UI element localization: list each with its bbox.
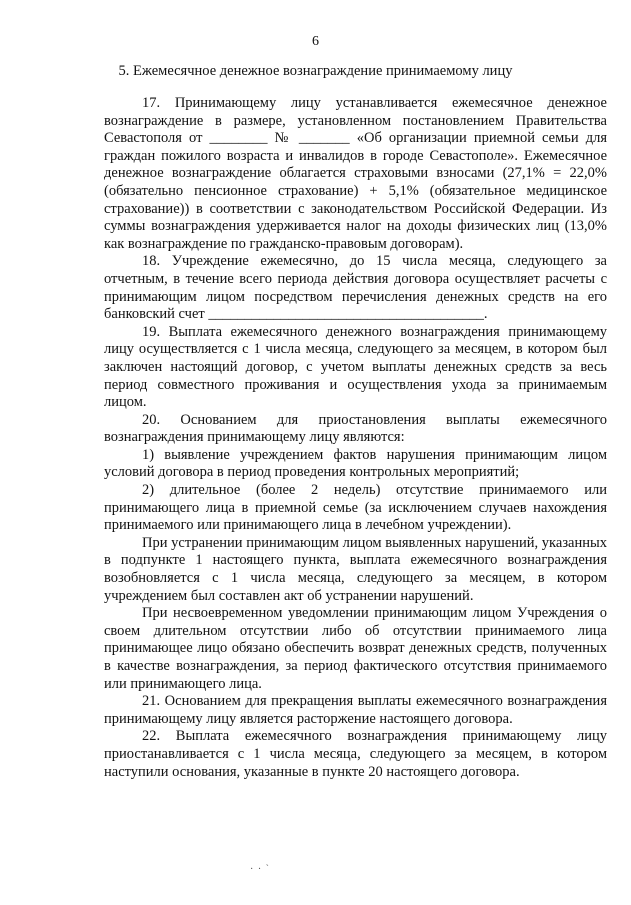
- paragraph-20-late-notice: При несвоевременном уведомлении принимающим лицом Учреждения о своем длительном отсутствии либо об отсутствии принимаемого лица принимающее лицо обязано обеспечить возврат денежных средств, полученных в качестве вознаграждения, за период фактического отсутствия принимаемого или принимающего лица.: [104, 605, 607, 692]
- section-title: 5. Ежемесячное денежное вознаграждение принимаемому лицу: [118, 63, 513, 79]
- paragraph-22: 22. Выплата ежемесячного вознаграждения принимающему лицу приостанавливается с 1 числа месяца, следующего за месяцем, в котором наступили основания, указанные в пункте 20 настоящего договора.: [104, 728, 607, 780]
- paragraph-17: 17. Принимающему лицу устанавливается ежемесячное денежное вознаграждение в размере, установленном постановлением Правительства Севастополя от ________ № _______ «Об организации приемной семьи для граждан пожилого возраста и инвалидов в городе Севастополе». Ежемесячное денежное вознаграждение облагается страховыми взносами (27,1% = 22,0% (обязательно пенсионное страхование) + 5,1% (обязательное медицинское страхование)) в соответствии с законодательством Российской Федерации. Из суммы вознаграждения удерживается налог на доходы физических лиц (13,0% как вознаграждение по гражданско-правовым договорам).: [104, 95, 607, 252]
- page-number: 6: [312, 34, 319, 49]
- paragraph-20-resumption: При устранении принимающим лицом выявленных нарушений, указанных в подпункте 1 настоящего пункта, выплата ежемесячного вознаграждения возобновляется с 1 числа месяца, следующего за месяцем, в котором учреждением был составлен акт об устранении нарушений.: [104, 534, 607, 604]
- paragraph-20: 20. Основанием для приостановления выплаты ежемесячного вознаграждения принимающему лицу являются:: [104, 411, 607, 446]
- paragraph-20-item-2: 2) длительное (более 2 недель) отсутствие принимаемого или принимающего лица в приемной семье (за исключением случаев нахождения принимаемого или принимающего лица в лечебном учреждении).: [104, 482, 607, 534]
- footer-mark: · · ˋ: [250, 864, 270, 875]
- paragraph-19: 19. Выплата ежемесячного денежного вознаграждения принимающему лицу осуществляется с 1 числа месяца, следующего за месяцем, в котором был заключен настоящий договор, с учетом выплаты денежных средств за весь период совместного проживания и осуществления ухода за принимаемым лицом.: [104, 323, 607, 411]
- paragraph-21: 21. Основанием для прекращения выплаты ежемесячного вознаграждения принимающему лицу является расторжение настоящего договора.: [104, 693, 607, 727]
- document-body: [104, 95, 607, 781]
- paragraph-18: 18. Учреждение ежемесячно, до 15 числа месяца, следующего за отчетным, в течение всего периода действия договора осуществляет расчеты с принимающим лицом посредством перечисления денежных средств на его банковский счет ______________________________________.: [104, 253, 607, 323]
- paragraph-20-item-1: 1) выявление учреждением фактов нарушения принимающим лицом условий договора в период проведения контрольных мероприятий;: [104, 446, 607, 481]
